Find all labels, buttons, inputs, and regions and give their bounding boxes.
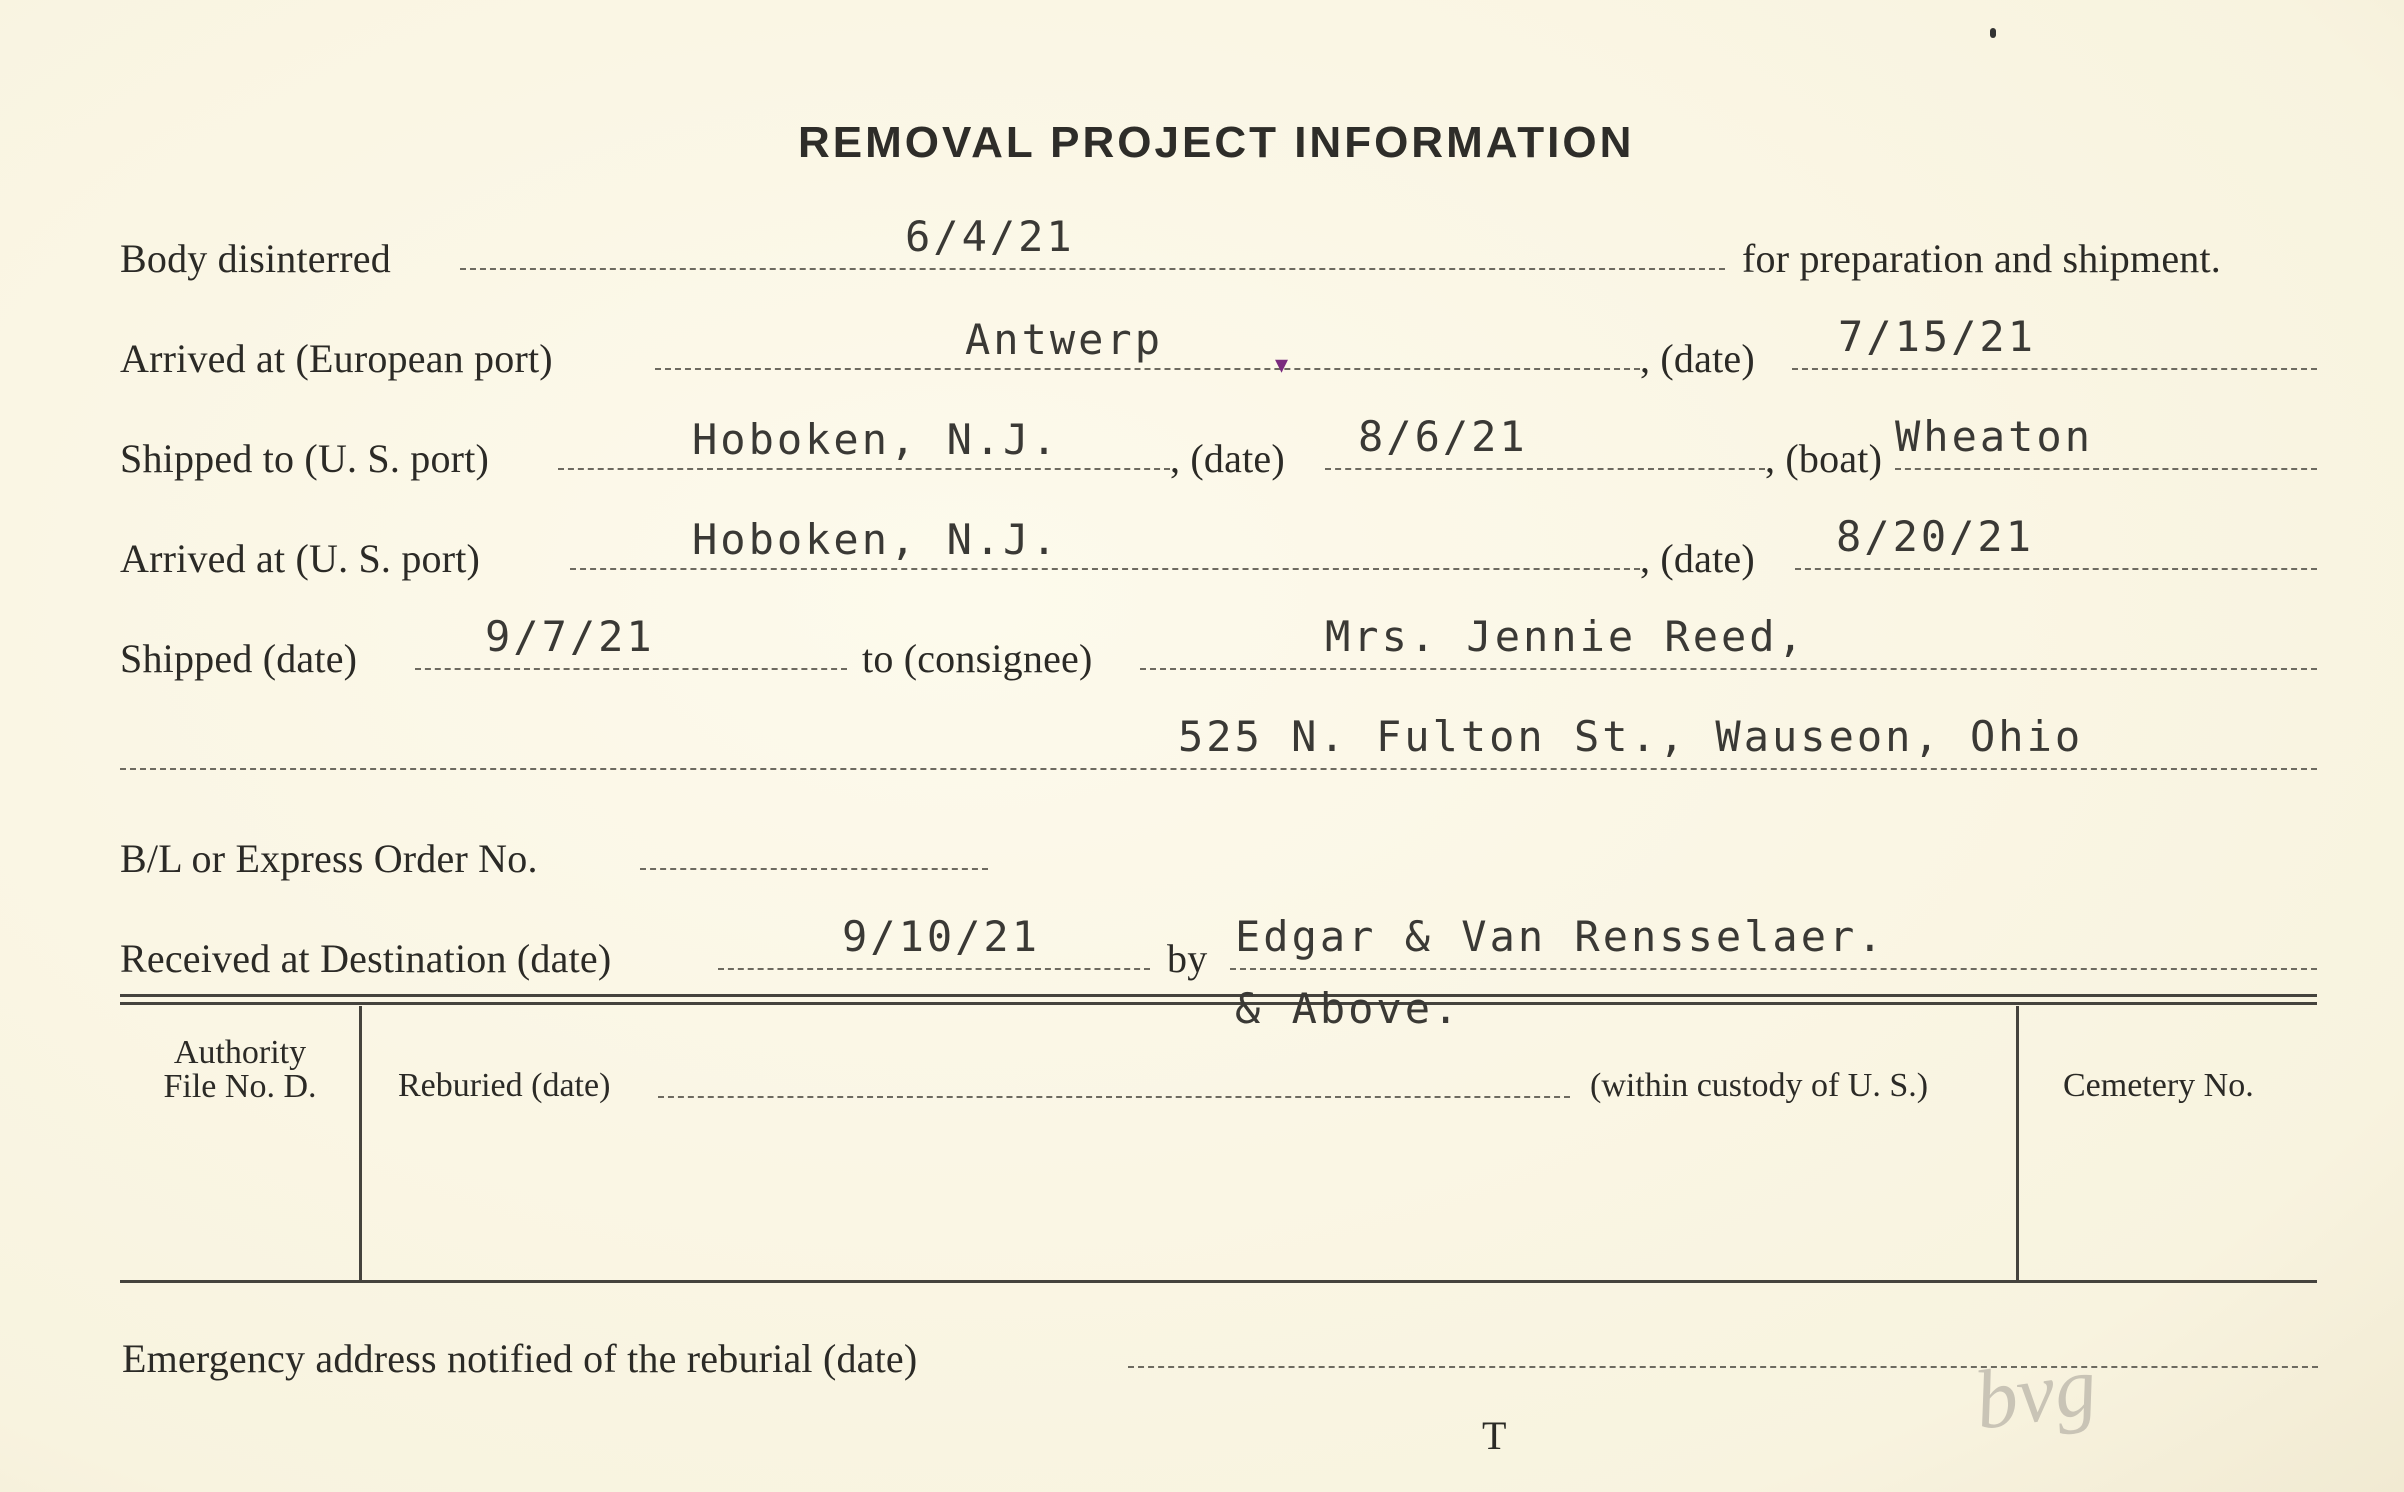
shipped-to-boat-line (1895, 468, 2317, 470)
us-port-date-line (1795, 568, 2317, 570)
european-port-line (655, 368, 1640, 370)
cemetery-no-label: Cemetery No. (2063, 1067, 2254, 1104)
shipped-date-label: Shipped (date) (120, 636, 358, 681)
custody-label: (within custody of U. S.) (1590, 1067, 1929, 1104)
us-port-date-label: , (date) (1640, 536, 1755, 581)
received-date-value: 9/10/21 (842, 912, 1041, 961)
shipped-to-boat-value: Wheaton (1895, 412, 2094, 461)
shipped-to-date-value: 8/6/21 (1358, 412, 1528, 461)
consignee-address-value: 525 N. Fulton St., Wauseon, Ohio (1178, 712, 2084, 761)
reburied-label: Reburied (date) (398, 1067, 611, 1104)
box-top-rule-2 (120, 1002, 2317, 1005)
reburied-line (658, 1096, 1570, 1098)
body-disinterred-line (460, 268, 1725, 270)
shipped-to-boat-label: , (boat) (1765, 436, 1883, 481)
box-divider-left (359, 1006, 362, 1280)
european-port-label: Arrived at (European port) (120, 336, 553, 381)
received-by-value: Edgar & Van Rensselaer. (1235, 912, 1886, 961)
box-divider-right (2016, 1006, 2019, 1280)
received-label: Received at Destination (date) (120, 936, 612, 981)
shipped-to-line (558, 468, 1170, 470)
european-port-date-value: 7/15/21 (1838, 312, 2037, 361)
us-port-label: Arrived at (U. S. port) (120, 536, 481, 581)
authority-file-label (130, 1036, 350, 1104)
consignee-label: to (consignee) (862, 636, 1093, 681)
bl-order-line (640, 868, 988, 870)
shipped-date-value: 9/7/21 (485, 612, 655, 661)
ink-speck (1990, 28, 1996, 38)
card-title-text: REMOVAL PROJECT INFORMATION (798, 118, 1635, 167)
shipped-to-label: Shipped to (U. S. port) (120, 436, 490, 481)
received-by-continued: & Above. (1235, 984, 1462, 1033)
received-by-label: by (1167, 936, 1208, 981)
shipped-to-date-label: , (date) (1170, 436, 1285, 481)
footer-mark: T (1482, 1413, 1507, 1458)
emergency-label: Emergency address notified of the reburial (date) (122, 1336, 918, 1381)
box-bottom-rule (120, 1280, 2317, 1283)
authority-label-line2: File No. D. (163, 1068, 317, 1105)
bl-order-label: B/L or Express Order No. (120, 836, 538, 881)
authority-label-line1: Authority (173, 1034, 307, 1071)
card-title (798, 118, 1634, 168)
consignee-line (1140, 668, 2317, 670)
us-port-date-value: 8/20/21 (1836, 512, 2035, 561)
consignee-address-line (120, 768, 2317, 770)
us-port-line (570, 568, 1640, 570)
box-top-rule (120, 994, 2317, 997)
shipped-to-value: Hoboken, N.J. (692, 415, 1060, 464)
european-port-date-line (1792, 368, 2317, 370)
ink-mark: ▾ (1275, 350, 1289, 379)
shipped-to-date-line (1325, 468, 1765, 470)
consignee-name-value: Mrs. Jennie Reed, (1325, 612, 1806, 661)
us-port-value: Hoboken, N.J. (692, 515, 1060, 564)
body-disinterred-suffix: for preparation and shipment. (1742, 236, 2221, 281)
body-disinterred-value: 6/4/21 (905, 212, 1075, 261)
european-port-date-label: , (date) (1640, 336, 1755, 381)
shipped-date-line (415, 668, 847, 670)
european-port-value: Antwerp (965, 315, 1164, 364)
body-disinterred-label: Body disinterred (120, 236, 391, 281)
emergency-line (1128, 1366, 2318, 1368)
received-date-line (718, 968, 1150, 970)
pencil-signature: bvg (1969, 1339, 2103, 1448)
received-by-line (1230, 968, 2317, 970)
